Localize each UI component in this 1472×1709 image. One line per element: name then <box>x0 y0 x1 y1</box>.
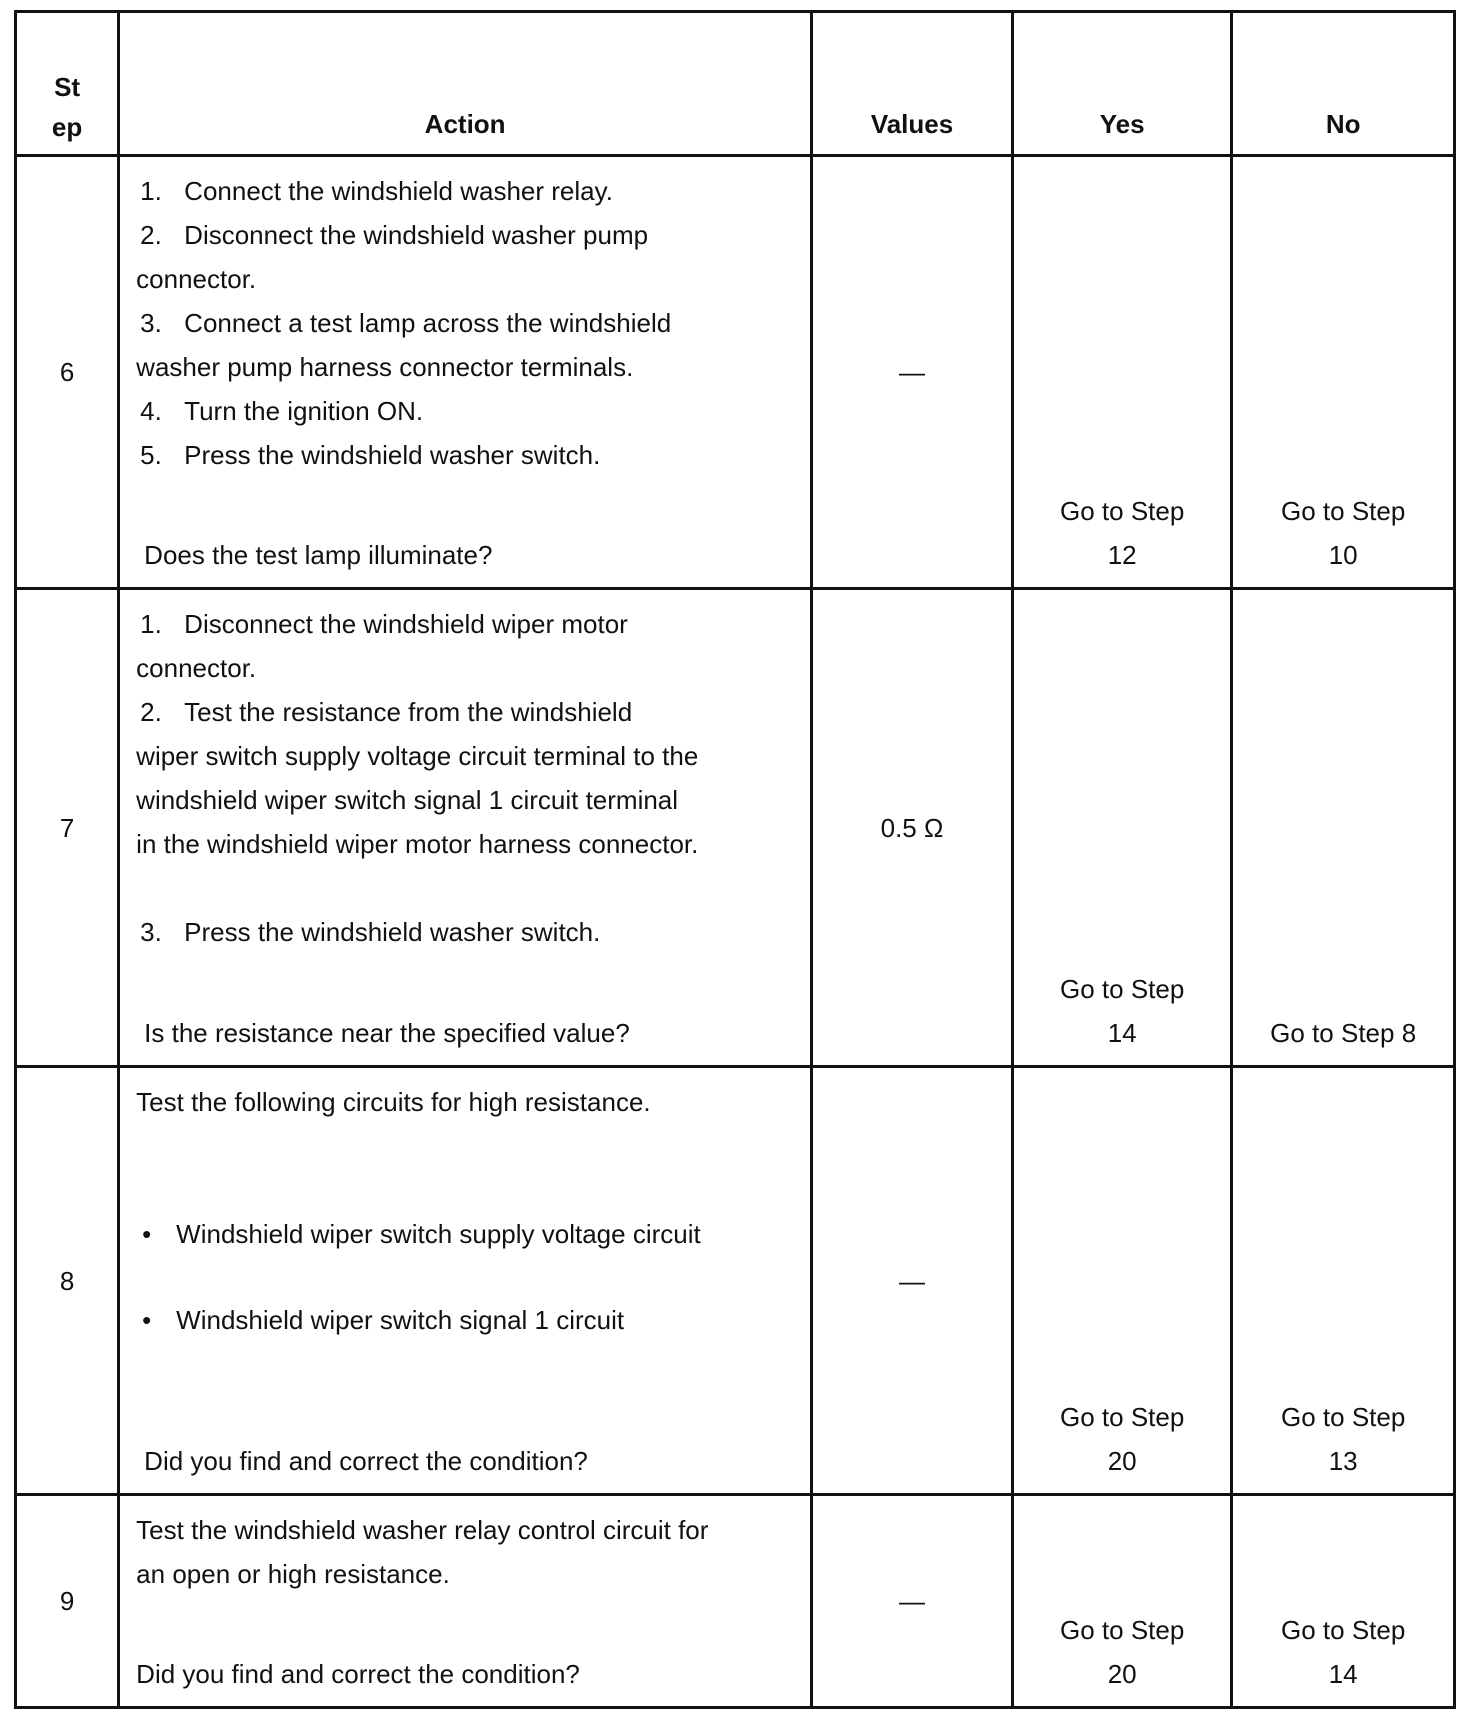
spacer <box>136 1124 796 1212</box>
step-header-label: St ep <box>51 72 83 142</box>
step-header <box>16 12 119 156</box>
no-header <box>1232 12 1455 156</box>
step-number: 7 <box>59 812 75 843</box>
action-intro: Test the following circuits for high resistance. <box>136 1087 651 1117</box>
no-step-number: 10 <box>1328 540 1358 570</box>
table-row <box>16 156 1455 589</box>
yes-step-number: 20 <box>1107 1446 1137 1476</box>
action-step-line: windshield wiper switch signal 1 circuit terminal <box>136 785 679 815</box>
no-cell <box>1232 1067 1455 1495</box>
action-step-line: 2. Disconnect the windshield washer pump <box>140 220 649 250</box>
step-number: 9 <box>59 1586 75 1616</box>
yes-goto: Go to Step <box>1060 1615 1185 1645</box>
yes-cell <box>1012 1495 1231 1708</box>
step-cell <box>16 589 119 1067</box>
no-cell <box>1232 156 1455 589</box>
yes-goto: Go to Step <box>1060 1402 1185 1432</box>
action-step-line: washer pump harness connector terminals. <box>136 352 634 382</box>
no-goto: Go to Step 8 <box>1270 1018 1417 1048</box>
action-cell <box>119 156 812 589</box>
step-number: 6 <box>59 357 75 387</box>
value-text: — <box>899 1265 926 1296</box>
action-cell <box>119 589 812 1067</box>
action-step-line: 3. Connect a test lamp across the windshield <box>140 308 672 338</box>
step-number: 8 <box>59 1265 75 1296</box>
values-cell <box>812 589 1013 1067</box>
action-bullet-item: • Windshield wiper switch signal 1 circuit <box>142 1305 625 1335</box>
action-question: Did you find and correct the condition? <box>144 1446 588 1476</box>
action-step-line: connector. <box>136 653 257 683</box>
diagnostic-table <box>14 10 1456 1709</box>
action-step-line: wiper switch supply voltage circuit terminal to the <box>136 741 699 771</box>
no-goto: Go to Step <box>1281 496 1406 526</box>
action-header-label: Action <box>424 109 506 139</box>
step-cell <box>16 1067 119 1495</box>
action-question: Is the resistance near the specified value? <box>144 1018 630 1048</box>
values-cell <box>812 1067 1013 1495</box>
action-step-line: connector. <box>136 264 257 294</box>
action-step-line: 2. Test the resistance from the windshield <box>140 697 633 727</box>
header-row <box>16 12 1455 156</box>
yes-header <box>1012 12 1231 156</box>
yes-cell <box>1012 156 1231 589</box>
step-cell <box>16 156 119 589</box>
action-question: Did you find and correct the condition? <box>136 1659 580 1689</box>
yes-step-number: 14 <box>1107 1018 1137 1048</box>
value-text: — <box>899 357 926 387</box>
no-goto: Go to Step <box>1281 1615 1406 1645</box>
no-header-label: No <box>1325 109 1361 139</box>
action-bullet-item: • Windshield wiper switch supply voltage circuit <box>142 1219 701 1249</box>
no-cell <box>1232 589 1455 1067</box>
values-header-label: Values <box>870 109 954 139</box>
no-step-number: 13 <box>1328 1446 1358 1476</box>
yes-goto: Go to Step <box>1060 496 1185 526</box>
action-header <box>119 12 812 156</box>
values-header <box>812 12 1013 156</box>
no-step-number: 14 <box>1328 1659 1358 1689</box>
value-text: — <box>899 1586 926 1616</box>
action-step-line: 5. Press the windshield washer switch. <box>140 440 601 470</box>
no-cell <box>1232 1495 1455 1708</box>
action-cell <box>119 1067 812 1495</box>
table-row <box>16 589 1455 1067</box>
yes-goto: Go to Step <box>1060 974 1185 1004</box>
action-step-line: 4. Turn the ignition ON. <box>140 396 424 426</box>
spacer <box>136 866 796 910</box>
action-cell <box>119 1495 812 1708</box>
yes-cell <box>1012 1067 1231 1495</box>
no-goto: Go to Step <box>1281 1402 1406 1432</box>
values-cell <box>812 1495 1013 1708</box>
action-intro: an open or high resistance. <box>136 1559 450 1589</box>
table-row <box>16 1495 1455 1708</box>
yes-step-number: 20 <box>1107 1659 1137 1689</box>
spacer <box>136 1256 796 1298</box>
yes-cell <box>1012 589 1231 1067</box>
value-text: 0.5 Ω <box>880 812 944 843</box>
action-step-line: 1. Disconnect the windshield wiper motor <box>140 609 628 639</box>
action-step-line: 1. Connect the windshield washer relay. <box>140 176 613 206</box>
yes-header-label: Yes <box>1099 109 1145 139</box>
action-intro: Test the windshield washer relay control circuit for <box>136 1515 709 1545</box>
values-cell <box>812 156 1013 589</box>
action-step-line: in the windshield wiper motor harness connector. <box>136 829 699 859</box>
yes-step-number: 12 <box>1107 540 1137 570</box>
table-row <box>16 1067 1455 1495</box>
step-cell <box>16 1495 119 1708</box>
action-question: Does the test lamp illuminate? <box>144 540 493 570</box>
action-step-line: 3. Press the windshield washer switch. <box>140 917 601 947</box>
